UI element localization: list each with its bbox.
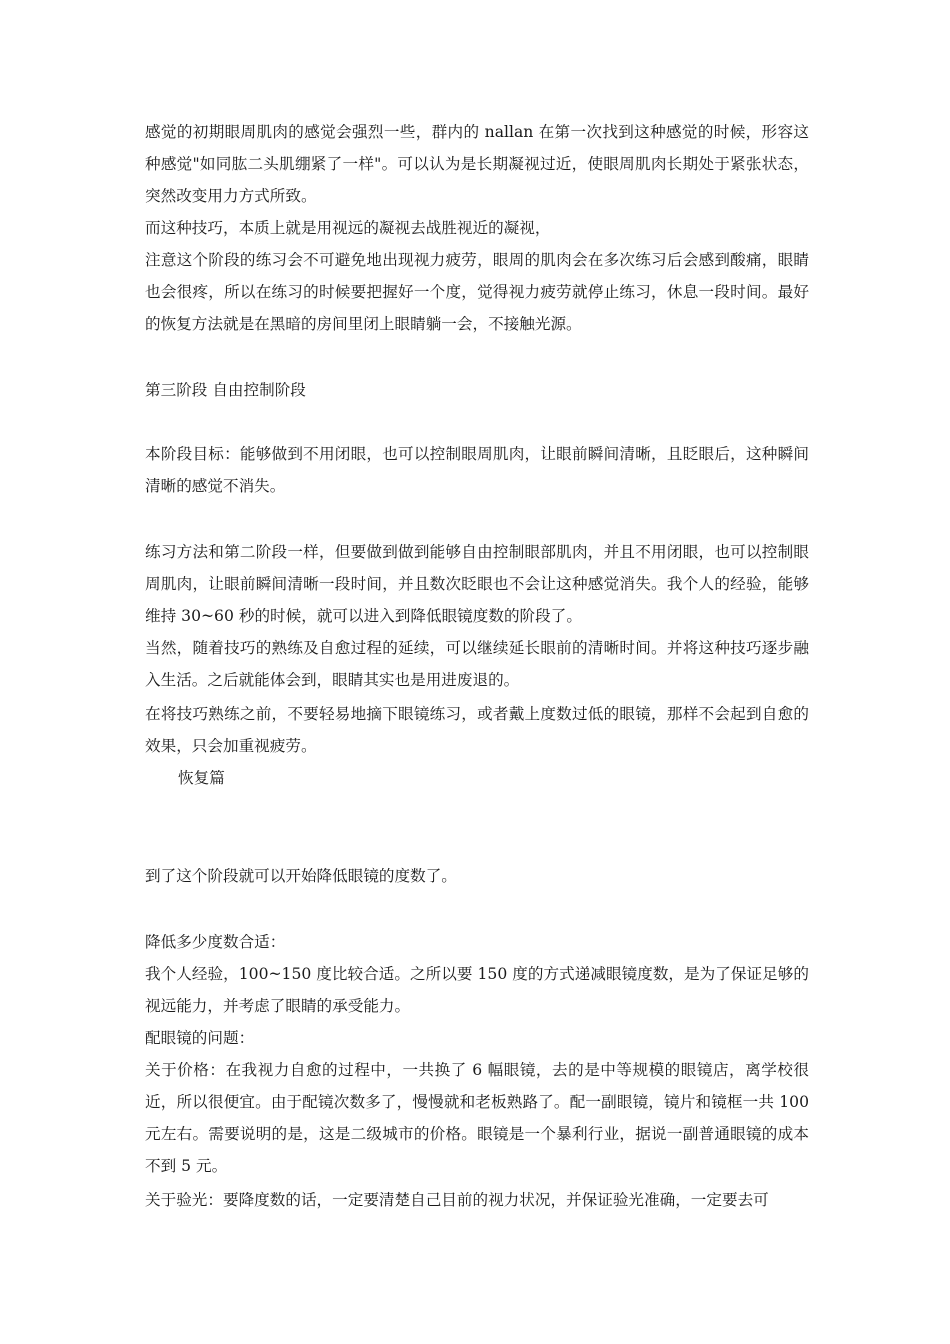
section-heading-recovery: 恢复篇 bbox=[178, 769, 225, 787]
paragraph-extend-clarity: 当然，随着技巧的熟练及自愈过程的延续，可以继续延长眼前的清晰时间。并将这种技巧逐步融入生活。之后就能体会到，眼睛其实也是用进废退的。 bbox=[145, 639, 809, 689]
paragraph-stage-goal: 本阶段目标：能够做到不用闭眼，也可以控制眼周肌肉，让眼前瞬间清晰，且眨眼后，这种瞬间清晰的感觉不消失。 bbox=[145, 445, 809, 495]
paragraph-reduce-lens: 到了这个阶段就可以开始降低眼镜的度数了。 bbox=[145, 867, 457, 885]
paragraph-fatigue-warning: 注意这个阶段的练习会不可避免地出现视力疲劳，眼周的肌肉会在多次练习后会感到酸痛，眼睛也会很疼，所以在练习的时候要把握好一个度，觉得视力疲劳就停止练习，休息一段时间。最好的恢复方法就是在黑暗的房间里闭上眼睛躺一会，不接触光源。 bbox=[145, 251, 809, 333]
section-heading-stage-three: 第三阶段 自由控制阶段 bbox=[145, 381, 306, 399]
paragraph-muscle-feeling: 感觉的初期眼周肌肉的感觉会强烈一些，群内的 nallan 在第一次找到这种感觉的时候，形容这种感觉"如同肱二头肌绷紧了一样"。可以认为是长期凝视过近，使眼周肌肉长期处于紧张状态，突然改变用力方式所致。 bbox=[145, 123, 809, 205]
subheading-how-much: 降低多少度数合适： bbox=[145, 933, 286, 951]
paragraph-before-mastery: 在将技巧熟练之前，不要轻易地摘下眼镜练习，或者戴上度数过低的眼镜，那样不会起到自愈的效果，只会加重视疲劳。 bbox=[145, 705, 809, 755]
subheading-glasses-issues: 配眼镜的问题： bbox=[145, 1029, 255, 1047]
paragraph-personal-experience: 我个人经验，100~150 度比较合适。之所以要 150 度的方式递减眼镜度数，是为了保证足够的视远能力，并考虑了眼睛的承受能力。 bbox=[145, 965, 809, 1015]
paragraph-practice-method: 练习方法和第二阶段一样，但要做到做到能够自由控制眼部肌肉，并且不用闭眼，也可以控制眼周肌肉，让眼前瞬间清晰一段时间，并且数次眨眼也不会让这种感觉消失。我个人的经验，能够维持 30~60 秒的时候，就可以进入到降低眼镜度数的阶段了。 bbox=[145, 543, 809, 625]
paragraph-optometry: 关于验光：要降度数的话，一定要清楚自己目前的视力状况，并保证验光准确，一定要去可 bbox=[145, 1191, 769, 1209]
paragraph-price: 关于价格：在我视力自愈的过程中，一共换了 6 幅眼镜，去的是中等规模的眼镜店，离学校很近，所以很便宜。由于配镜次数多了，慢慢就和老板熟路了。配一副眼镜，镜片和镜框一共 100 元左右。需要说明的是，这是二级城市的价格。眼镜是一个暴利行业，据说一副普通眼镜的成本不到 5 元。 bbox=[145, 1061, 809, 1175]
paragraph-technique-essence: 而这种技巧，本质上就是用视远的凝视去战胜视近的凝视， bbox=[145, 219, 551, 237]
